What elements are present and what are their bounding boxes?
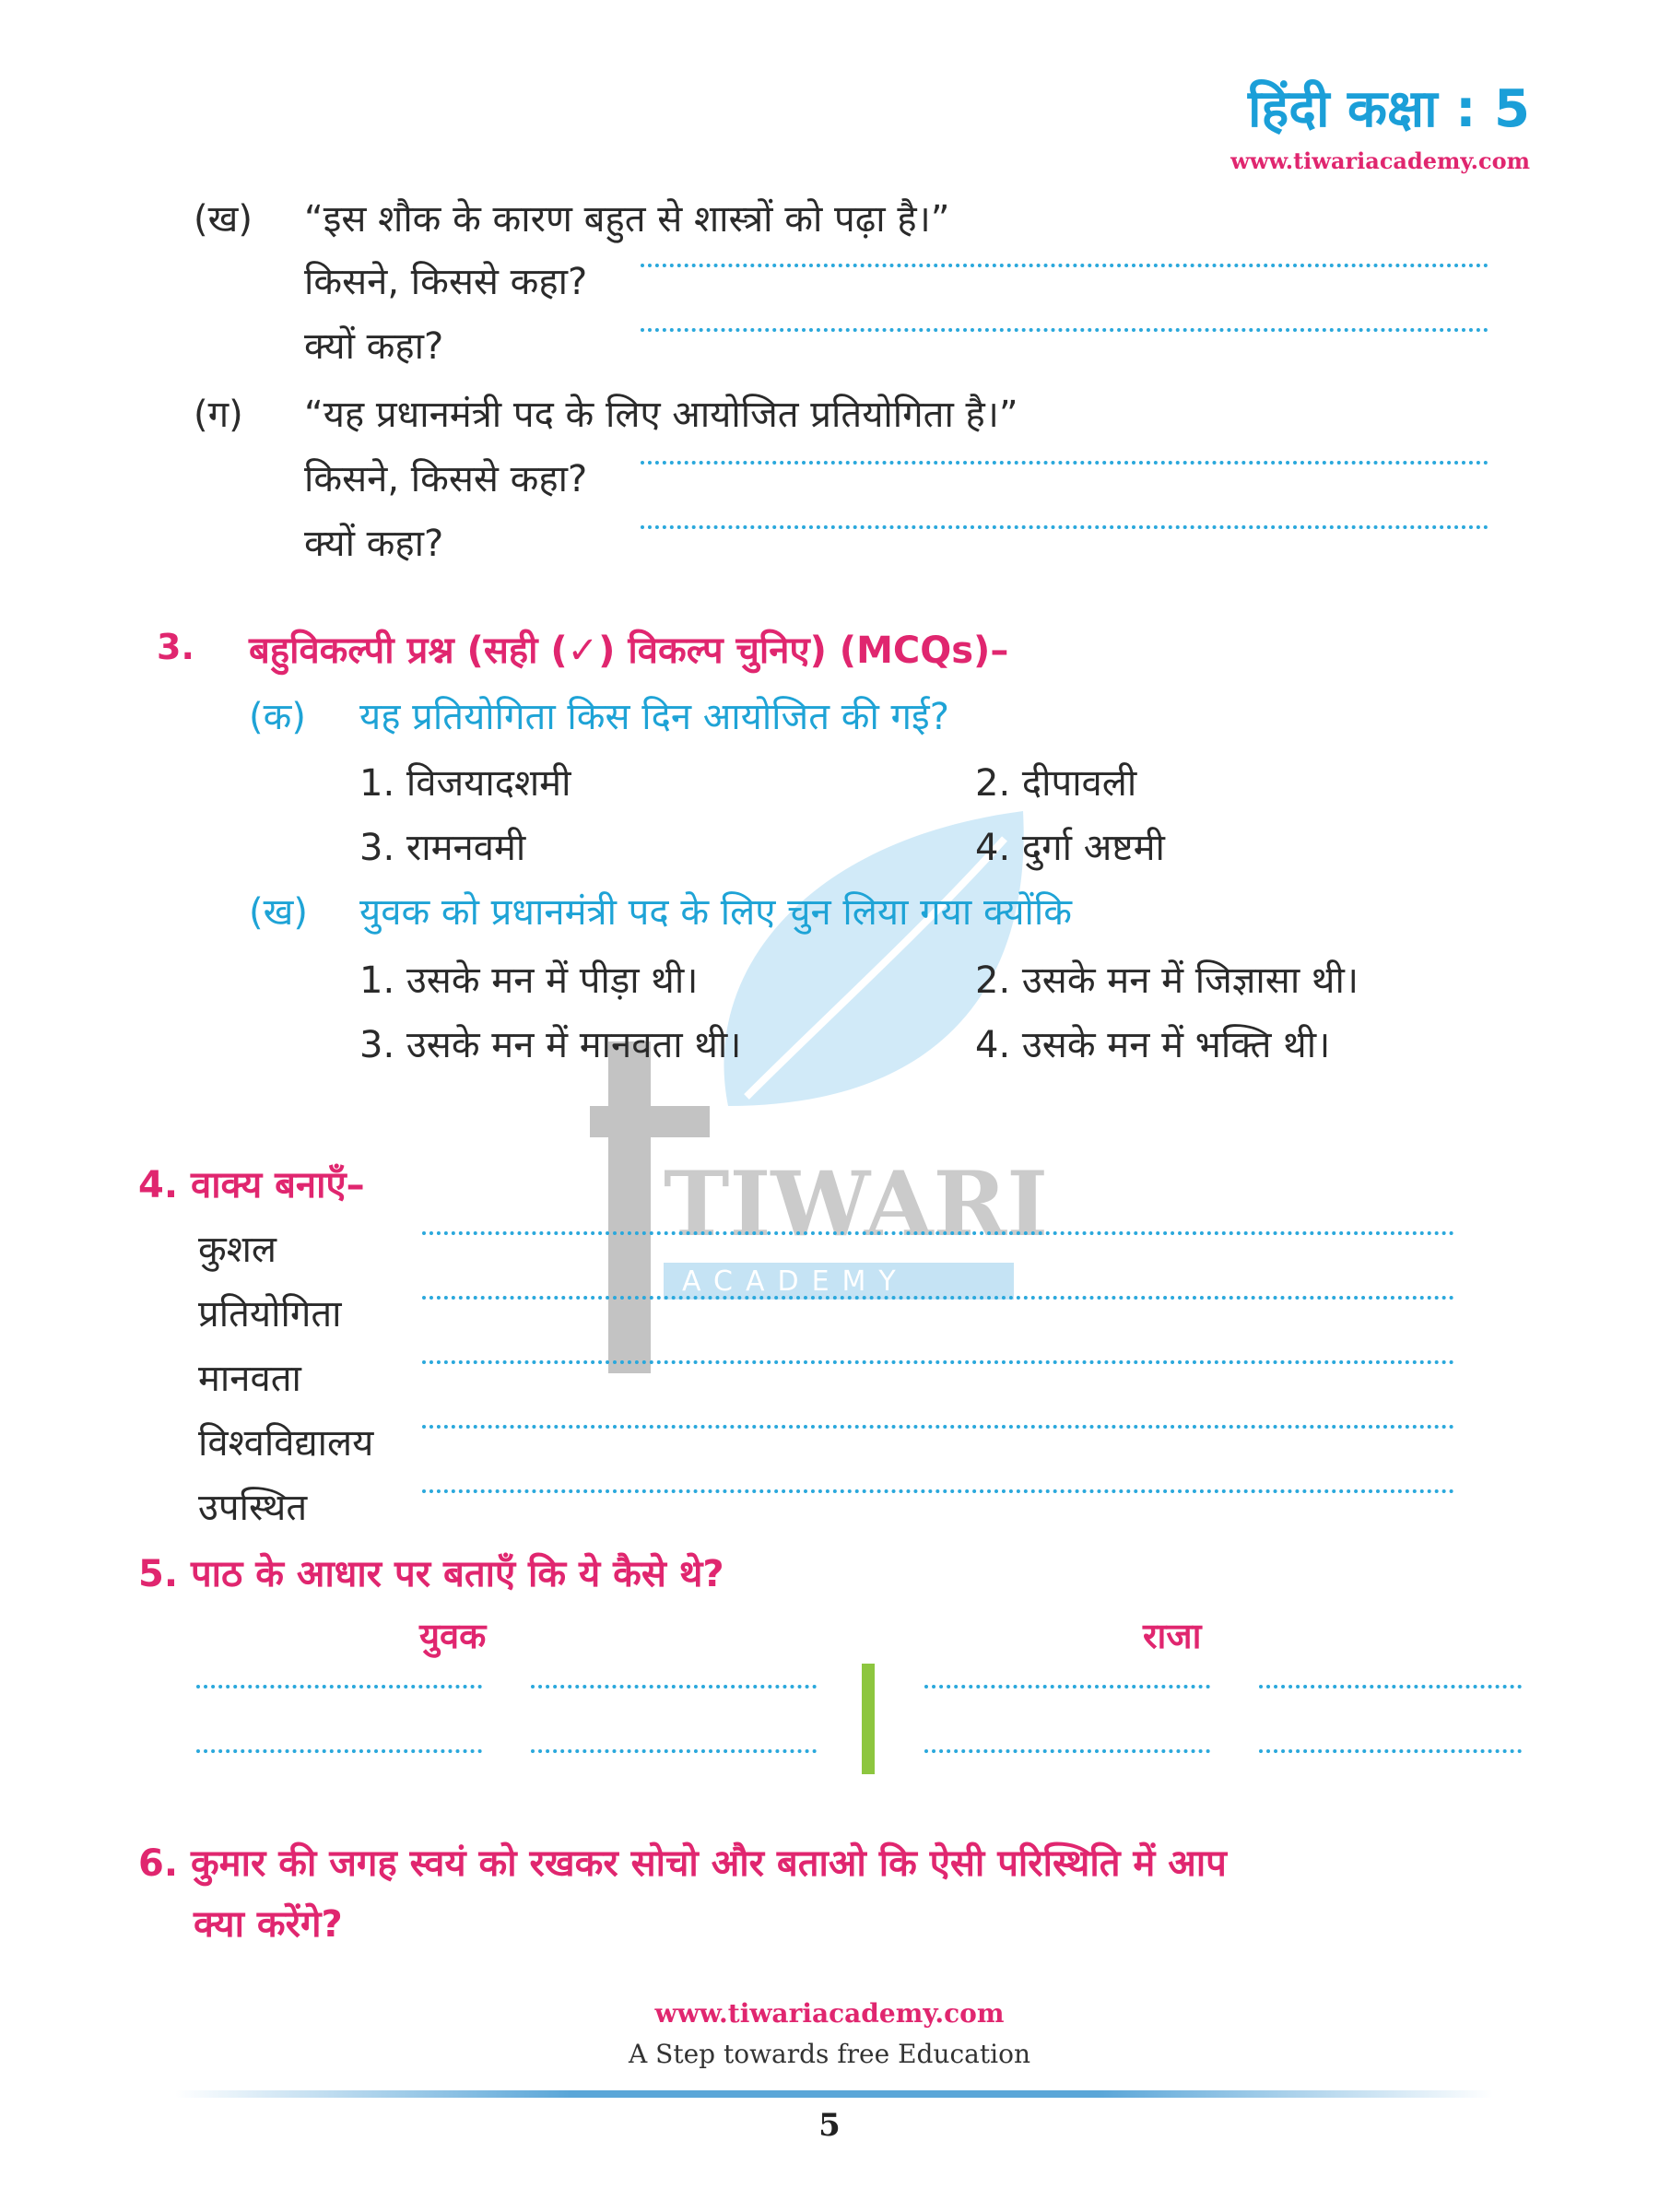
- q3-kha-option-4[interactable]: 4. उसके मन में भक्ति थी।: [975, 1024, 1331, 1066]
- q5-yuvak-line-3[interactable]: [196, 1749, 482, 1753]
- q4-word-3: मानवता: [198, 1358, 301, 1400]
- q4-word-5: उपस्थित: [198, 1487, 308, 1529]
- q4-word-2: प्रतियोगिता: [198, 1293, 342, 1335]
- q3-ka-label: (क): [249, 696, 306, 738]
- q5-raja-line-2[interactable]: [1259, 1685, 1522, 1688]
- footer-website[interactable]: www.tiwariacademy.com: [654, 1998, 1005, 2029]
- q3-number: 3.: [157, 627, 194, 667]
- footer-tagline: A Step towards free Education: [629, 2039, 1030, 2069]
- q4-answer-line-5[interactable]: [422, 1489, 1454, 1493]
- q3-ka-option-1[interactable]: 1. विजयादशमी: [359, 762, 571, 805]
- q5-column-divider: [862, 1664, 875, 1774]
- q5-col-left-heading: युवक: [419, 1616, 487, 1656]
- header-website[interactable]: www.tiwariacademy.com: [1230, 147, 1530, 174]
- q5-yuvak-line-1[interactable]: [196, 1685, 482, 1688]
- watermark-brand: TIWARI: [664, 1152, 1049, 1256]
- q6-question-line-2: क्या करेंगे?: [194, 1903, 343, 1946]
- page-header-title: हिंदी कक्षा : 5: [1248, 79, 1530, 139]
- q2-kha-why-prompt: क्यों कहा?: [304, 325, 444, 368]
- q3-kha-option-2[interactable]: 2. उसके मन में जिज्ञासा थी।: [975, 959, 1359, 1002]
- q4-word-4: विश्वविद्यालय: [198, 1422, 374, 1465]
- q4-word-1: कुशल: [198, 1229, 277, 1271]
- q4-answer-line-4[interactable]: [422, 1425, 1454, 1429]
- q2-kha-who-answer-line[interactable]: [641, 264, 1488, 267]
- q2-kha-label: (ख): [194, 198, 253, 241]
- q2-ga-why-answer-line[interactable]: [641, 525, 1488, 529]
- q5-yuvak-line-2[interactable]: [531, 1685, 817, 1688]
- q5-raja-line-4[interactable]: [1259, 1749, 1522, 1753]
- q3-kha-label: (ख): [249, 891, 308, 934]
- q2-kha-quote: “इस शौक के कारण बहुत से शास्त्रों को पढ़ा है।”: [304, 198, 950, 241]
- page-number: 5: [818, 2107, 841, 2144]
- q2-ga-quote: “यह प्रधानमंत्री पद के लिए आयोजित प्रतियोगिता है।”: [304, 394, 1018, 436]
- q4-answer-line-2[interactable]: [422, 1296, 1454, 1300]
- watermark-sub: ACADEMY: [682, 1265, 909, 1298]
- q3-ka-option-2[interactable]: 2. दीपावली: [975, 762, 1137, 805]
- q6-question-line-1: 6. कुमार की जगह स्वयं को रखकर सोचो और बताओ कि ऐसी परिस्थिति में आप: [138, 1842, 1227, 1885]
- q3-ka-option-4[interactable]: 4. दुर्गा अष्टमी: [975, 827, 1165, 869]
- q5-raja-line-3[interactable]: [924, 1749, 1210, 1753]
- q3-heading: बहुविकल्पी प्रश्न (सही (✓) विकल्प चुनिए) (MCQs)–: [249, 629, 1009, 672]
- q3-kha-option-3[interactable]: 3. उसके मन में मानवता थी।: [359, 1024, 742, 1066]
- q2-kha-who-prompt: किसने, किससे कहा?: [304, 261, 588, 303]
- q2-ga-why-prompt: क्यों कहा?: [304, 523, 444, 565]
- q5-yuvak-line-4[interactable]: [531, 1749, 817, 1753]
- q3-kha-option-1[interactable]: 1. उसके मन में पीड़ा थी।: [359, 959, 699, 1002]
- q3-ka-option-3[interactable]: 3. रामनवमी: [359, 827, 526, 869]
- q3-kha-question: युवक को प्रधानमंत्री पद के लिए चुन लिया गया क्योंकि: [359, 891, 1072, 934]
- q2-ga-who-answer-line[interactable]: [641, 461, 1488, 465]
- q5-heading: 5. पाठ के आधार पर बताएँ कि ये कैसे थे?: [138, 1553, 724, 1595]
- q2-kha-why-answer-line[interactable]: [641, 328, 1488, 332]
- q3-ka-question: यह प्रतियोगिता किस दिन आयोजित की गई?: [359, 696, 949, 738]
- q4-heading: 4. वाक्य बनाएँ–: [138, 1164, 365, 1206]
- q5-col-right-heading: राजा: [1143, 1616, 1202, 1656]
- q2-ga-who-prompt: किसने, किससे कहा?: [304, 458, 588, 500]
- q5-raja-line-1[interactable]: [924, 1685, 1210, 1688]
- q4-answer-line-3[interactable]: [422, 1360, 1454, 1364]
- q2-ga-label: (ग): [194, 394, 243, 436]
- footer-divider: [175, 2090, 1493, 2098]
- q4-answer-line-1[interactable]: [422, 1231, 1454, 1235]
